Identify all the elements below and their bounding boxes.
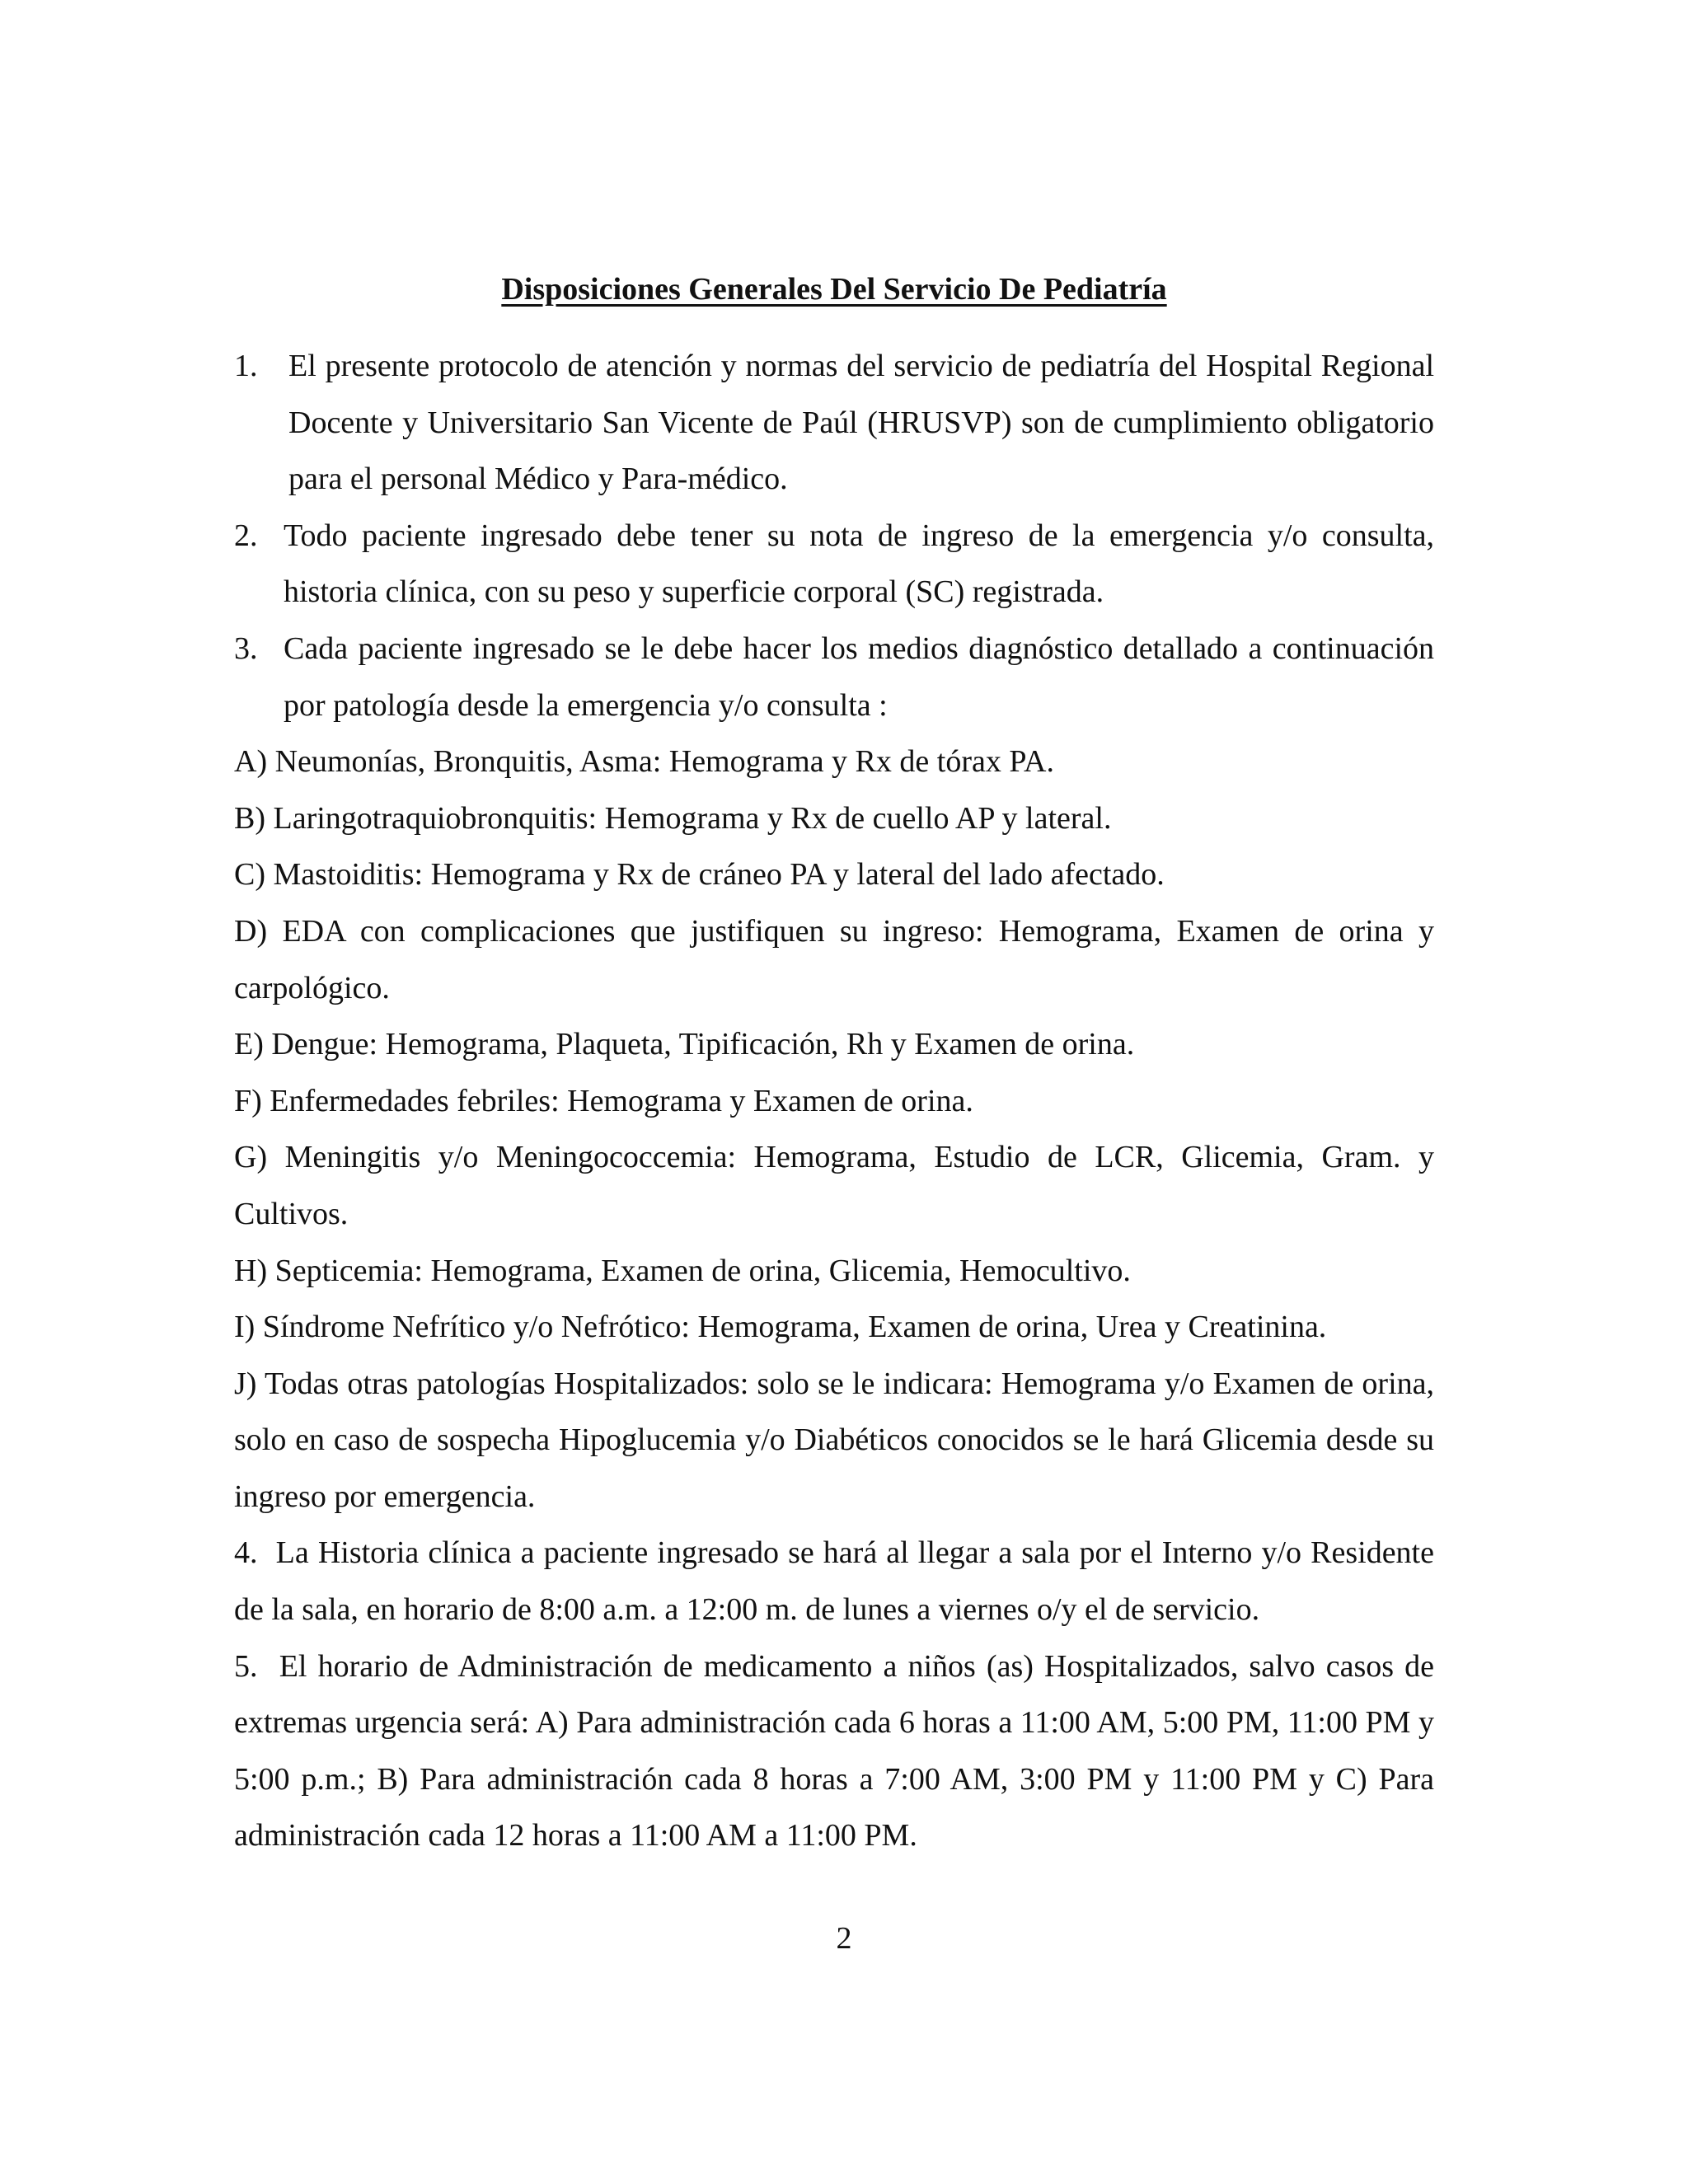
item-text: La Historia clínica a paciente ingresado se hará al llegar a sala por el Interno y/o Residente de la sala, en horario de 8:00 a.m. a 12:00 m. de lunes a viernes o/y el de servicio. [234, 1535, 1434, 1628]
list-item-3 [234, 621, 1434, 733]
diagnostic-item-j: J) Todas otras patologías Hospitalizados: solo se le indicara: Hemograma y/o Examen de orina, solo en caso de sospecha Hipoglucemia y/o Diabéticos conocidos se le hará Glicemia desde su ingreso por emergencia. [234, 1366, 1434, 1514]
list-item-2 [234, 508, 1434, 621]
diagnostic-item-b: B) Laringotraquiobronquitis: Hemograma y Rx de cuello AP y lateral. [234, 800, 1112, 836]
item-number: 3. [234, 630, 258, 666]
page-number: 2 [836, 1921, 852, 1956]
item-text: Cada paciente ingresado se le debe hacer los medios diagnóstico detallado a continuación por patología desde la emergencia y/o consulta : [284, 630, 1434, 723]
item-number: 1. [234, 349, 258, 383]
diagnostic-item-a: A) Neumonías, Bronquitis, Asma: Hemograma y Rx de tórax PA. [234, 744, 1054, 780]
item-number: 5. [234, 1648, 258, 1684]
diagnostic-item-c: C) Mastoiditis: Hemograma y Rx de cráneo PA y lateral del lado afectado. [234, 857, 1165, 893]
diagnostic-item-h: H) Septicemia: Hemograma, Examen de orina, Glicemia, Hemocultivo. [234, 1253, 1131, 1288]
document-title: Disposiciones Generales Del Servicio De Pediatría [501, 272, 1167, 307]
list-item-1 [234, 338, 1434, 508]
item-number: 2. [234, 518, 258, 553]
list-item-4 [234, 1525, 1434, 1638]
item-number: 4. [234, 1535, 258, 1571]
diagnostic-item-f: F) Enfermedades febriles: Hemograma y Examen de orina. [234, 1083, 973, 1118]
diagnostic-item-e: E) Dengue: Hemograma, Plaqueta, Tipificación, Rh y Examen de orina. [234, 1027, 1135, 1062]
document-page [234, 268, 1434, 1864]
diagnostic-item-i: I) Síndrome Nefrítico y/o Nefrótico: Hemograma, Examen de orina, Urea y Creatinina. [234, 1310, 1327, 1345]
item-text: El presente protocolo de atención y normas del servicio de pediatría del Hospital Regional Docente y Universitario San Vicente de Paúl (HRUSVP) son de cumplimiento obligatorio para el personal Médico y Para-médico. [288, 349, 1434, 497]
item-text: Todo paciente ingresado debe tener su nota de ingreso de la emergencia y/o consulta, historia clínica, con su peso y superficie corporal (SC) registrada. [284, 518, 1434, 610]
item-text: El horario de Administración de medicamento a niños (as) Hospitalizados, salvo casos de extremas urgencia será: A) Para administración cada 6 horas a 11:00 AM, 5:00 PM, 11:00 PM y 5:00 p.m.; B) Para administración cada 8 horas a 7:00 AM, 3:00 PM y 11:00 PM y C) Para administración cada 12 horas a 11:00 AM a 11:00 PM. [234, 1648, 1435, 1854]
diagnostic-item-g: G) Meningitis y/o Meningococcemia: Hemograma, Estudio de LCR, Glicemia, Gram. y Cultivos. [234, 1140, 1434, 1231]
diagnostic-item-d: D) EDA con complicaciones que justifiquen su ingreso: Hemograma, Examen de orina y carpológico. [234, 913, 1434, 1005]
list-item-5 [234, 1638, 1434, 1864]
